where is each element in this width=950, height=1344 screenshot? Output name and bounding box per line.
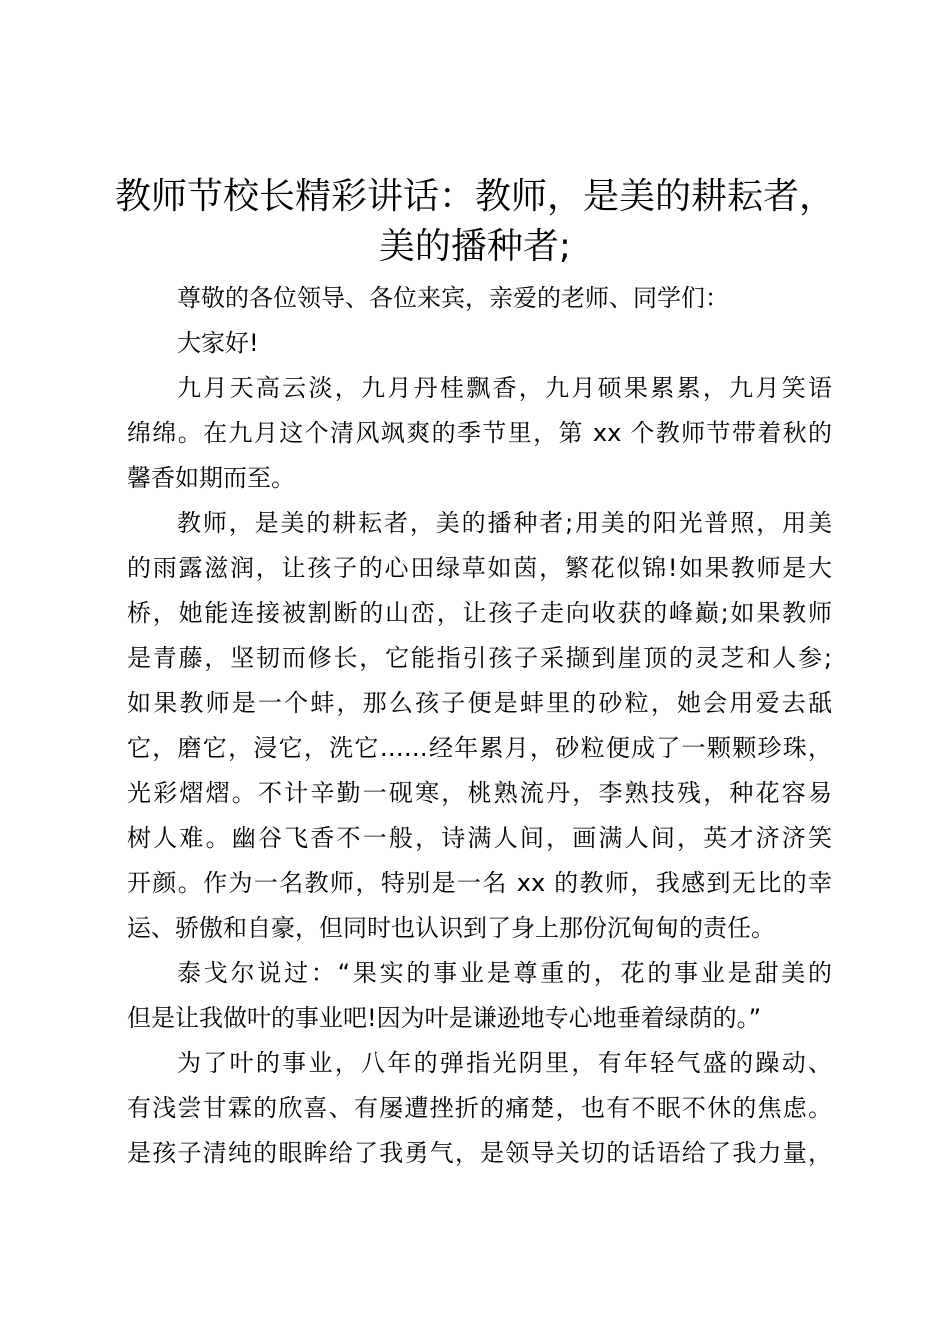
paragraph-greeting (127, 321, 832, 366)
text-line: 是孩子清纯的眼眸给了我勇气，是领导关切的话语给了我力量， (127, 1139, 832, 1167)
text-line: 树人难。幽谷飞香不一般，诗满人间，画满人间，英才济济笑 (127, 824, 832, 852)
text-line: 绵绵。在九月这个清风飒爽的季节里，第 xx 个教师节带着秋的 (127, 419, 832, 447)
text-line: 教师，是美的耕耘者，美的播种者;用美的阳光普照，用美 (177, 509, 832, 537)
paragraph-teacher-metaphor (127, 501, 832, 951)
text-line: 有浅尝甘霖的欣喜、有屡遭挫折的痛楚，也有不眠不休的焦虑。 (127, 1094, 832, 1122)
text-line: 大家好! (177, 329, 259, 357)
title-line-1: 教师节校长精彩讲话：教师，是美的耕耘者， (114, 176, 835, 217)
text-line: 泰戈尔说过：“果实的事业是尊重的，花的事业是甜美的 (177, 959, 832, 987)
paragraph-september (127, 366, 832, 501)
text-line: 桥，她能连接被割断的山峦，让孩子走向收获的峰巅;如果教师 (127, 599, 832, 627)
text-line: 馨香如期而至。 (127, 464, 295, 492)
paragraph-leaf-career (127, 1041, 832, 1176)
text-line: 九月天高云淡，九月丹桂飘香，九月硕果累累，九月笑语 (177, 374, 832, 402)
text-line: 的雨露滋润，让孩子的心田绿草如茵，繁花似锦!如果教师是大 (127, 554, 832, 582)
text-line: 如果教师是一个蚌，那么孩子便是蚌里的砂粒，她会用爱去舐 (127, 689, 832, 717)
page-title (100, 172, 850, 272)
title-line-2: 美的播种者; (378, 226, 572, 267)
text-line: 光彩熠熠。不计辛勤一砚寒，桃熟流丹，李熟技残，种花容易 (127, 779, 832, 807)
text-line: 运、骄傲和自豪，但同时也认识到了身上那份沉甸甸的责任。 (127, 914, 775, 942)
text-line: 为了叶的事业，八年的弹指光阴里，有年轻气盛的躁动、 (177, 1049, 832, 1077)
text-line: 它，磨它，浸它，洗它……经年累月，砂粒便成了一颗颗珍珠， (127, 734, 832, 762)
text-line: 尊敬的各位领导、各位来宾，亲爱的老师、同学们： (177, 284, 729, 312)
text-line: 是青藤，坚韧而修长，它能指引孩子采撷到崖顶的灵芝和人参; (127, 644, 832, 672)
text-line: 开颜。作为一名教师，特别是一名 xx 的教师，我感到无比的幸 (127, 869, 832, 897)
paragraph-salutation (127, 276, 832, 321)
paragraph-tagore-quote (127, 951, 832, 1041)
text-line: 但是让我做叶的事业吧!因为叶是谦逊地专心地垂着绿荫的。” (127, 1004, 762, 1032)
speech-body (127, 276, 832, 1176)
